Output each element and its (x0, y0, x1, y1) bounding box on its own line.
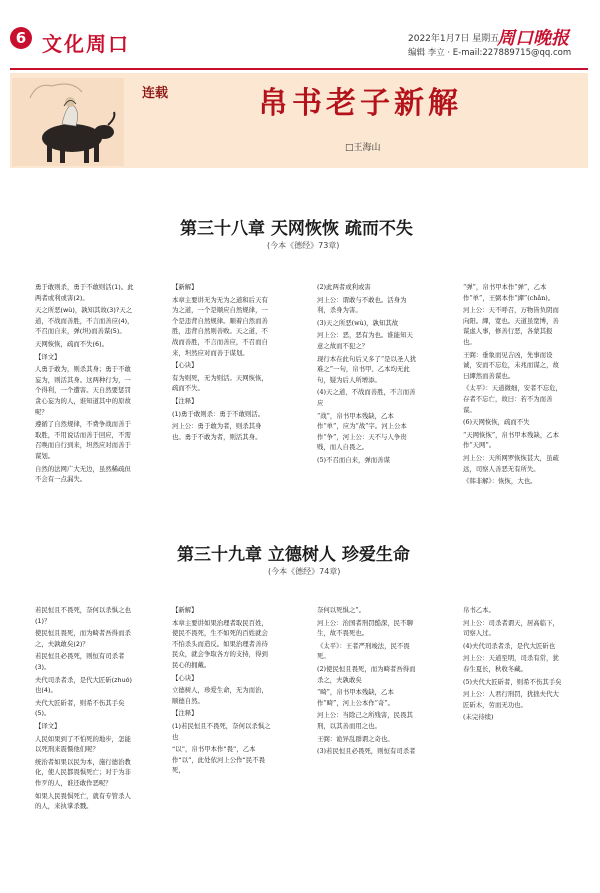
paragraph: 奈何以死惧之”。 (317, 606, 366, 614)
paragraph: (5)夫代大匠斫者，则希不伤其手矣 (463, 677, 562, 686)
chapter-38-title: 第三十八章 天网恢恢 疏而不失 (180, 219, 413, 239)
paragraph: 《太平》：天道微细，安者不忘危，存者不忘亡，故曰：若不为而善谋。 (463, 384, 563, 414)
ox-rider-illustration (12, 78, 124, 166)
paragraph: (1)勇于敢则杀：勇于不敢则活。 (172, 409, 265, 418)
paragraph: 勇于敢则杀，勇于不敢则活(1)。此两者或利或害(2)。 (35, 283, 134, 302)
paragraph: 【注释】 (172, 709, 198, 718)
paragraph: 【译文】 (35, 352, 61, 361)
ch39-column-4 (463, 605, 563, 870)
paragraph: (2)此两者或利或害 (317, 283, 371, 291)
paragraph: 夫代司杀者杀，是代大匠斫(zhuó)也(4)。 (35, 675, 133, 695)
ch38-column-1 (35, 282, 135, 502)
chapter-39-subtitle: (今本《德经》74章) (268, 567, 341, 576)
paragraph: 河上公：人君行刑罚，犹拙夫代大匠斫木，劳而无功也。 (463, 690, 559, 709)
paragraph: 河上公：天不呼召，万物皆负阴而向阳。繟，宽也。天道虽宽博，善谋虑人事，修善行恶，各蒙其报也。 (463, 306, 559, 346)
paragraph: (5)不召而自来，弹而善谋 (317, 455, 390, 464)
ch39-column-3 (317, 605, 417, 870)
chapter-38-subtitle: (今本《德经》73章) (267, 241, 340, 250)
header-divider (10, 68, 588, 70)
paragraph: 河上公：司杀者谓天，居高临下，司察人过。 (463, 618, 559, 638)
paragraph: 立德树人，珍爱生命，无为而治，顺德自然。 (172, 686, 268, 705)
paragraph: 【注释】 (172, 396, 198, 405)
paragraph: 本章主要讲无为无为之道和后天有为之道，一个是顺应自然规律，一个是违背自然规律。顺着自然而善胜，违背自然则善败。天之道，不战而善胜，不言而善应，不召而自来，坦然应对而善于谋划。 (172, 295, 268, 357)
paragraph: 【新解】 (172, 606, 198, 614)
page-number: 6 (15, 29, 27, 47)
newspaper-logo: 周口晚报 (497, 28, 569, 49)
paragraph: 若民恒且必畏死，则恒有司杀者(3)。 (35, 652, 125, 671)
paragraph: 遵循了自然规律，不费争战而善于取胜，不用说话而善于回应，不需召唤而自行到来，坦然应对而善于谋划。 (35, 420, 131, 460)
ch39-column-2 (172, 605, 272, 870)
paragraph: 如果人民畏惧死亡，就有专管杀人的人，来执掌杀戮。 (35, 791, 131, 811)
paragraph: 河上公：恶，恶有为也。谁能知天意之故而不犯之？ (317, 331, 413, 350)
paragraph: 王弼：垂象而见吉凶，先事而设诚，安而不忘危，未兆而谋之，故曰繟然而善谋也。 (463, 350, 559, 380)
series-title: 帛书老子新解 (258, 86, 462, 121)
paragraph: 天之所恶(wù)，孰知其故(3)?天之道，不战而善胜，不言而善应(4)，不召而自来，弹(坦)而善谋(5)。 (35, 306, 134, 336)
paragraph: (4)天之道，不战而善胜，不言而善应 (317, 388, 416, 407)
author-byline: □王海山 (345, 143, 381, 153)
paragraph: 人勇于敢为，则杀其身；勇于不敢妄为，则活其身。这两种行为，一个得利，一个遭害。天自然要惩罚贪心妄为的人，谁知道其中的原故呢？ (35, 365, 131, 416)
paragraph: “天网恢恢”，帛书甲本残缺，乙本作“天网”。 (463, 430, 560, 450)
ch38-column-3 (317, 282, 417, 482)
paragraph: “以”，帛书甲本作“畏”，乙本作“以”，此处依河上公作“民不畏死， (172, 745, 266, 775)
paragraph: (6)天网恢恢，疏而不失 (463, 418, 530, 427)
ch39-column-1 (35, 605, 135, 870)
paragraph: (4)夫代司杀者杀，是代大匠斫也 (463, 641, 556, 650)
paragraph: “弹”，帛书甲本作“弹”，乙本作“单”，王弼本作“繟”(chǎn)。 (463, 283, 555, 302)
paragraph: (1)若民恒且不畏死，奈何以杀惧之也 (172, 721, 271, 741)
paragraph: 王弼：诡异乱群谓之奇也。 (317, 734, 394, 743)
paragraph: 统治者如果以民为本，施行德治教化，使人民都畏惧死亡；对于为非作歹的人，谁还敢作恶呢？ (35, 757, 131, 787)
paragraph: 夫代大匠斫者，则希不伤其手矣(5)。 (35, 698, 125, 718)
serial-label: 连载 (142, 86, 169, 101)
paragraph: 河上公：天道至明，司杀有常，犹春生夏长，秋收冬藏。 (463, 654, 559, 673)
paragraph: 本章主要讲如果治理者取民百姓，使民不畏死，生不如死的百姓就会不怕杀头而造反。如果治理者善待民众，就会争取各方的支持，得到民心的拥戴。 (172, 618, 268, 669)
paragraph: 帛书乙本。 (463, 606, 495, 614)
paragraph: 河上公：天所网罗恢恢甚大，虽疏远，司察人善恶无有所失。 (463, 453, 559, 473)
page-number-badge (10, 27, 32, 49)
paragraph: 自然的法网广大无边，虽然稀疏但不会有一点漏失。 (35, 464, 131, 484)
paragraph: (未完待续) (463, 713, 494, 722)
paragraph: 天网恢恢，疏而不失(6)。 (35, 339, 108, 348)
paragraph: 【新解】 (172, 283, 198, 291)
paragraph: 使民恒且畏死，而为畸者吾得而杀之，夫孰敢矣(2)？ (35, 629, 131, 648)
ch38-column-2 (172, 282, 272, 441)
paragraph: 人民如果到了不怕死的地步，怎能以死刑来震慑他们呢？ (35, 734, 131, 754)
paragraph: (3)若民恒且必畏死，则恒有司杀者 (317, 747, 416, 756)
paragraph: 若民恒且不畏死，奈何以杀惧之也(1)？ (35, 606, 131, 625)
paragraph: 现行本在此句后又多了“是以圣人犹难之”一句，帛书甲、乙本均无此句，疑为后人所增添。 (317, 354, 417, 384)
paragraph: (3)天之所恶(wù)，孰知其故 (317, 318, 399, 327)
paragraph: “战”，帛书甲本残缺，乙本作“单”，应为“战”字。河上公本作“争”，河上公：天不与人争贵贱，而人自畏之。 (317, 411, 407, 452)
section-title: 文化周口 (42, 32, 130, 56)
paragraph: 河上公：勇于敢为者，则杀其身也。勇于不敢为者，则活其身。 (172, 422, 262, 441)
paragraph: 《太平》：王者严刑竣法，民不畏死。 (317, 641, 410, 661)
paragraph: 【心诀】 (172, 673, 198, 682)
paragraph: 河上公：治国者刑罚酷深，民不聊生，故不畏死也。 (317, 618, 413, 638)
ch38-column-4 (463, 282, 563, 492)
paragraph: 《韩非解》：恢恢，大也。 (463, 477, 537, 486)
editor-line: 编辑 李立 · E-mail:227889715@qq.com (408, 48, 572, 58)
chapter-39-title: 第三十九章 立德树人 珍爱生命 (177, 545, 410, 565)
paragraph: 【译文】 (35, 721, 61, 730)
paragraph: 河上公：谓敢与不敢也。活身为利，杀身为害。 (317, 295, 407, 315)
paragraph: 有为则死，无为则活。天网恢恢，疏而不失。 (172, 373, 268, 393)
date-line: 2022年1月7日 星期五 (408, 34, 500, 44)
paragraph: 【心诀】 (172, 361, 198, 370)
paragraph: 河上公：当除己之所残害，民畏其刑，以其善而用之也。 (317, 711, 413, 730)
paragraph: (2)使民恒且畏死，而为畸者吾得而杀之，夫孰敢矣 (317, 664, 416, 684)
paragraph: “畸”，帛书甲本残缺，乙本作“畸”，河上公本作“奇”。 (317, 688, 394, 707)
